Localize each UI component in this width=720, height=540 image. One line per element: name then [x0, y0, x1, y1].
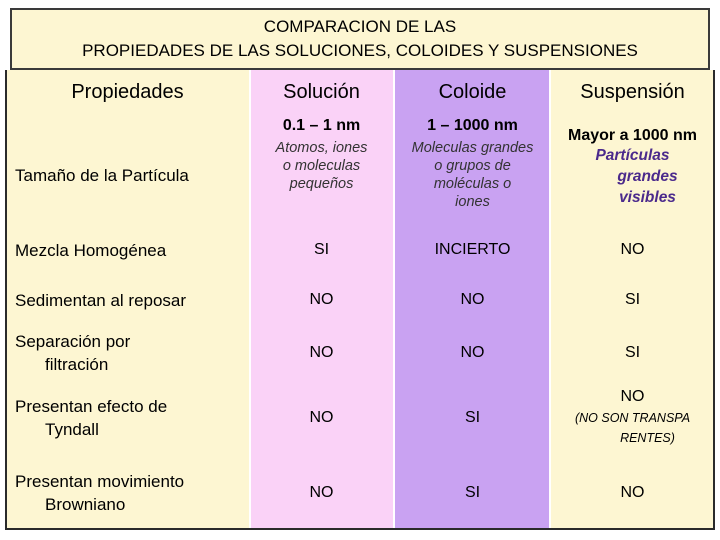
column-divider	[393, 70, 395, 530]
table-title	[10, 8, 710, 70]
cell-suspension-browniano: NO	[550, 455, 715, 530]
cell-solucion-filtracion: NO	[250, 325, 393, 380]
cell-suspension-filtracion: SI	[550, 325, 715, 380]
column-divider	[549, 70, 551, 530]
cell-solucion-tyndall: NO	[250, 380, 393, 455]
coloide-size-range: 1 – 1000 nm	[427, 117, 518, 134]
row-label-browniano-line-2: Browniano	[45, 494, 126, 514]
cell-solucion-tamano	[250, 115, 393, 225]
suspension-tyndall-value: NO	[620, 387, 645, 405]
coloide-size-detail-3: moléculas o	[433, 176, 512, 192]
coloide-size-detail-2: o grupos de	[434, 158, 511, 174]
cell-coloide-homogenea: INCIERTO	[395, 225, 550, 275]
row-label-filtracion-line-1: Separación por	[15, 331, 131, 351]
row-label-tyndall	[5, 380, 250, 455]
cell-suspension-tyndall	[550, 380, 715, 455]
cell-solucion-sedimentan: NO	[250, 275, 393, 325]
suspension-size-detail-1: Partículas	[595, 147, 670, 164]
header-propiedades: Propiedades	[5, 70, 250, 115]
cell-solucion-homogenea: SI	[250, 225, 393, 275]
solucion-size-detail-2: o moleculas	[282, 158, 361, 174]
solucion-size-detail-3: pequeños	[289, 176, 354, 192]
cell-coloide-tamano	[395, 115, 550, 225]
suspension-size-detail-3: visibles	[619, 189, 676, 206]
row-label-tyndall-line-2: Tyndall	[45, 419, 99, 439]
row-label-filtracion-line-2: filtración	[45, 354, 109, 374]
row-label-filtracion	[5, 325, 250, 380]
title-line-2: PROPIEDADES DE LAS SOLUCIONES, COLOIDES Y SUSPENSIONES	[82, 41, 638, 60]
cell-coloide-filtracion: NO	[395, 325, 550, 380]
suspension-size-detail-2: grandes	[617, 168, 678, 185]
cell-suspension-sedimentan: SI	[550, 275, 715, 325]
cell-solucion-browniano: NO	[250, 455, 393, 530]
cell-coloide-sedimentan: NO	[395, 275, 550, 325]
suspension-tyndall-note-1: (NO SON TRANSPA	[574, 410, 691, 425]
row-label-homogenea: Mezcla Homogénea	[5, 225, 250, 275]
cell-coloide-tyndall: SI	[395, 380, 550, 455]
suspension-tyndall-note-2: RENTES)	[620, 430, 675, 445]
cell-suspension-homogenea: NO	[550, 225, 715, 275]
cell-suspension-tamano	[550, 115, 715, 225]
header-suspension: Suspensión	[550, 70, 715, 115]
coloide-size-detail-4: iones	[455, 194, 490, 210]
header-solucion: Solución	[250, 70, 393, 115]
row-label-tyndall-line-1: Presentan efecto de	[15, 396, 168, 416]
row-label-sedimentan: Sedimentan al reposar	[5, 275, 250, 325]
cell-coloide-browniano: SI	[395, 455, 550, 530]
solucion-size-detail-1: Atomos, iones	[275, 140, 368, 156]
column-divider	[249, 70, 251, 530]
solucion-size-range: 0.1 – 1 nm	[282, 117, 361, 134]
title-line-1: COMPARACION DE LAS	[263, 17, 457, 36]
comparison-table	[5, 70, 715, 530]
row-label-tamano: Tamaño de la Partícula	[5, 115, 250, 225]
suspension-size-range: Mayor a 1000 nm	[568, 127, 697, 144]
header-coloide: Coloide	[395, 70, 550, 115]
row-label-browniano-line-1: Presentan movimiento	[15, 471, 185, 491]
coloide-size-detail-1: Moleculas grandes	[411, 140, 534, 156]
row-label-browniano	[5, 455, 250, 530]
